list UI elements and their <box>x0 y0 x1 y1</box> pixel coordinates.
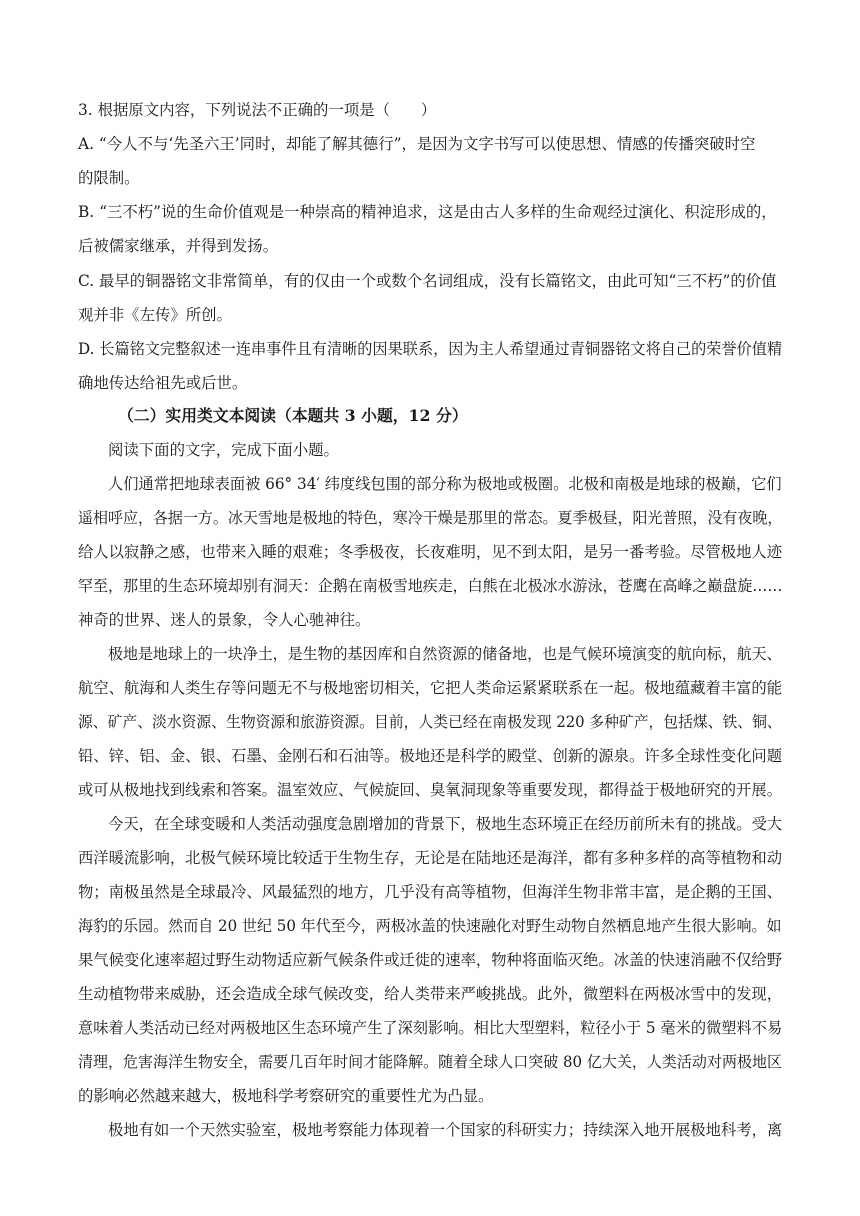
option-a-line-1: A. “今人不与‘先圣六王’同时，却能了解其德行”，是因为文字书写可以使思想、情感的传播突破时空 <box>78 135 756 153</box>
option-d-line-1: D. 长篇铭文完整叙述一连串事件且有清晰的因果联系，因为主人希望通过青铜器铭文将自己的荣誉价值精 <box>78 340 783 358</box>
option-b-line-2: 后被儒家继承，并得到发扬。 <box>78 237 279 255</box>
passage-p1-line-1: 人们通常把地球表面被 66° 34′ 纬度线包围的部分称为极地或极圈。北极和南极是地球的极巅，它们 <box>108 475 782 493</box>
section-heading: （二）实用类文本阅读（本题共 3 小题，12 分） <box>118 406 468 425</box>
option-d-line-2: 确地传达给祖先或后世。 <box>78 374 248 392</box>
question-stem: 3. 根据原文内容，下列说法不正确的一项是（ ） <box>78 101 437 119</box>
passage-p3-line-7: 意味着人类活动已经对两极地区生态环境产生了深刻影响。相比大型塑料，粒径小于 5 毫米的微塑料不易 <box>78 1019 783 1037</box>
passage-p1-line-2: 遥相呼应，各据一方。冰天雪地是极地的特色，寒冷干燥是那里的常态。夏季极昼，阳光普照，没有夜晚， <box>78 509 783 527</box>
passage-p3-line-8: 清理，危害海洋生物安全，需要几百年时间才能降解。随着全球人口突破 80 亿大关，人类活动对两极地区 <box>78 1053 782 1071</box>
passage-p4-line-1: 极地有如一个天然实验室，极地考察能力体现着一个国家的科研实力；持续深入地开展极地科考，离 <box>108 1121 783 1139</box>
passage-p3-line-6: 生动植物带来威胁，还会造成全球气候改变，给人类带来严峻挑战。此外，微塑料在两极冰雪中的发现， <box>78 985 783 1003</box>
passage-p1-line-3: 给人以寂静之感，也带来入睡的艰难；冬季极夜，长夜难明，见不到太阳，是另一番考验。尽管极地人迹 <box>78 543 783 561</box>
passage-p2-line-5: 或可从极地找到线索和答案。温室效应、气候旋回、臭氧洞现象等重要发现，都得益于极地研究的开展。 <box>78 781 783 799</box>
passage-p3-line-5: 果气候变化速率超过野生动物适应新气候条件或迁徙的速率，物种将面临灭绝。冰盖的快速消融不仅给野 <box>78 951 783 969</box>
passage-p3-line-1: 今天，在全球变暖和人类活动强度急剧增加的背景下，极地生态环境正在经历前所未有的挑战。受大 <box>108 815 783 833</box>
passage-p1-line-4: 罕至，那里的生态环境却别有洞天：企鹅在南极雪地疾走，白熊在北极冰水游泳，苍鹰在高峰之巅盘旋…… <box>78 577 783 595</box>
option-b-line-1: B. “三不朽”说的生命价值观是一种崇高的精神追求，这是由古人多样的生命观经过演化、积淀形成的， <box>78 203 777 221</box>
passage-p3-line-4: 海豹的乐园。然而自 20 世纪 50 年代至今，两极冰盖的快速融化对野生动物自然栖息地产生很大影响。如 <box>78 917 782 935</box>
passage-p2-line-4: 铅、锌、铝、金、银、石墨、金刚石和石油等。极地还是科学的殿堂、创新的源泉。许多全球性变化问题 <box>78 747 783 765</box>
passage-p2-line-2: 航空、航海和人类生存等问题无不与极地密切相关，它把人类命运紧紧联系在一起。极地蕴藏着丰富的能 <box>78 679 783 697</box>
passage-p3-line-2: 西洋暖流影响，北极气候环境比较适于生物生存，无论是在陆地还是海洋，都有多种多样的高等植物和动 <box>78 849 783 867</box>
option-a-line-2: 的限制。 <box>78 169 140 187</box>
section-instruction: 阅读下面的文字，完成下面小题。 <box>108 441 339 459</box>
passage-p2-line-3: 源、矿产、淡水资源、生物资源和旅游资源。目前，人类已经在南极发现 220 多种矿产，包括煤、铁、铜、 <box>78 713 782 731</box>
passage-p2-line-1: 极地是地球上的一块净土，是生物的基因库和自然资源的储备地，也是气候环境演变的航向标，航天、 <box>108 645 782 663</box>
passage-p3-line-9: 的影响必然越来越大，极地科学考察研究的重要性尤为凸显。 <box>78 1087 494 1105</box>
option-c-line-2: 观并非《左传》所创。 <box>78 306 232 324</box>
passage-p1-line-5: 神奇的世界、迷人的景象，令人心驰神往。 <box>78 611 371 629</box>
passage-p3-line-3: 物；南极虽然是全球最冷、风最猛烈的地方，几乎没有高等植物，但海洋生物非常丰富，是企鹅的王国、 <box>78 883 783 901</box>
option-c-line-1: C. 最早的铜器铭文非常简单，有的仅由一个或数个名词组成，没有长篇铭文，由此可知“三不朽”的价值 <box>78 272 777 290</box>
